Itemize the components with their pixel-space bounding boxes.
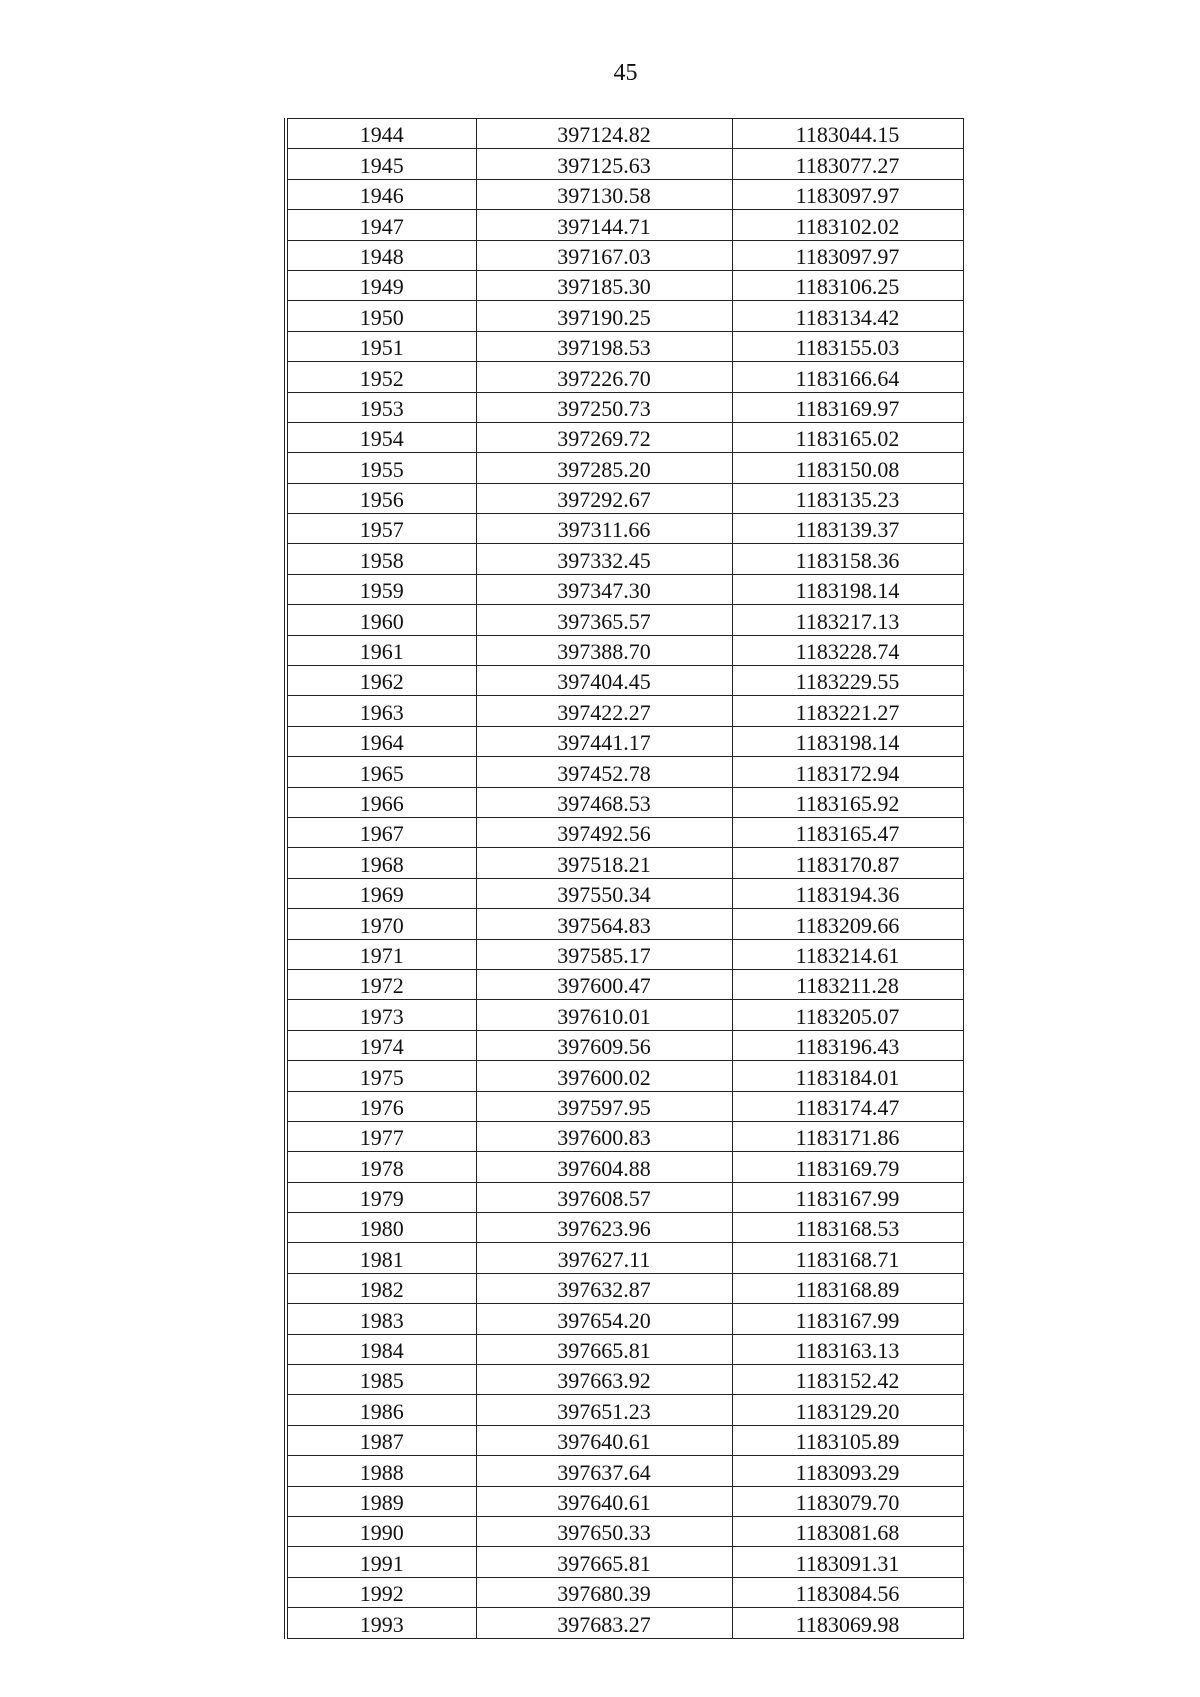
y-coordinate-cell: 1183077.27 — [732, 149, 963, 179]
point-number-cell: 1950 — [286, 301, 476, 331]
table-row — [286, 1608, 963, 1638]
point-number-cell: 1955 — [286, 453, 476, 483]
x-coordinate-cell: 397144.71 — [476, 210, 732, 240]
y-coordinate-cell: 1183217.13 — [732, 605, 963, 635]
point-number-cell: 1965 — [286, 757, 476, 787]
y-coordinate-cell: 1183097.97 — [732, 240, 963, 270]
point-number-cell: 1949 — [286, 270, 476, 300]
y-coordinate-cell: 1183168.53 — [732, 1213, 963, 1243]
point-number-cell: 1988 — [286, 1456, 476, 1486]
table-row — [286, 362, 963, 392]
y-coordinate-cell: 1183150.08 — [732, 453, 963, 483]
x-coordinate-cell: 397632.87 — [476, 1273, 732, 1303]
table-row — [286, 1577, 963, 1607]
x-coordinate-cell: 397651.23 — [476, 1395, 732, 1425]
point-number-cell: 1984 — [286, 1334, 476, 1364]
y-coordinate-cell: 1183169.79 — [732, 1152, 963, 1182]
table-row — [286, 240, 963, 270]
table-row — [286, 787, 963, 817]
point-number-cell: 1973 — [286, 1000, 476, 1030]
y-coordinate-cell: 1183168.89 — [732, 1273, 963, 1303]
x-coordinate-cell: 397332.45 — [476, 544, 732, 574]
y-coordinate-cell: 1183081.68 — [732, 1516, 963, 1546]
y-coordinate-cell: 1183211.28 — [732, 969, 963, 999]
x-coordinate-cell: 397125.63 — [476, 149, 732, 179]
x-coordinate-cell: 397627.11 — [476, 1243, 732, 1273]
table-row — [286, 392, 963, 422]
table-row — [286, 1365, 963, 1395]
y-coordinate-cell: 1183093.29 — [732, 1456, 963, 1486]
x-coordinate-cell: 397190.25 — [476, 301, 732, 331]
x-coordinate-cell: 397637.64 — [476, 1456, 732, 1486]
point-number-cell: 1948 — [286, 240, 476, 270]
point-number-cell: 1983 — [286, 1304, 476, 1334]
point-number-cell: 1958 — [286, 544, 476, 574]
point-number-cell: 1956 — [286, 483, 476, 513]
point-number-cell: 1966 — [286, 787, 476, 817]
x-coordinate-cell: 397226.70 — [476, 362, 732, 392]
point-number-cell: 1975 — [286, 1061, 476, 1091]
table-row — [286, 605, 963, 635]
y-coordinate-cell: 1183174.47 — [732, 1091, 963, 1121]
point-number-cell: 1981 — [286, 1243, 476, 1273]
point-number-cell: 1952 — [286, 362, 476, 392]
table-row — [286, 726, 963, 756]
point-number-cell: 1953 — [286, 392, 476, 422]
point-number-cell: 1972 — [286, 969, 476, 999]
y-coordinate-cell: 1183229.55 — [732, 666, 963, 696]
x-coordinate-cell: 397468.53 — [476, 787, 732, 817]
x-coordinate-cell: 397597.95 — [476, 1091, 732, 1121]
table-row — [286, 1182, 963, 1212]
table-row — [286, 119, 963, 149]
y-coordinate-cell: 1183134.42 — [732, 301, 963, 331]
table-row — [286, 1213, 963, 1243]
y-coordinate-cell: 1183165.02 — [732, 422, 963, 452]
table-row — [286, 1030, 963, 1060]
table-row — [286, 514, 963, 544]
table-row — [286, 1000, 963, 1030]
y-coordinate-cell: 1183209.66 — [732, 909, 963, 939]
point-number-cell: 1957 — [286, 514, 476, 544]
y-coordinate-cell: 1183105.89 — [732, 1425, 963, 1455]
y-coordinate-cell: 1183091.31 — [732, 1547, 963, 1577]
point-number-cell: 1951 — [286, 331, 476, 361]
y-coordinate-cell: 1183198.14 — [732, 726, 963, 756]
point-number-cell: 1985 — [286, 1365, 476, 1395]
point-number-cell: 1947 — [286, 210, 476, 240]
point-number-cell: 1961 — [286, 635, 476, 665]
x-coordinate-cell: 397683.27 — [476, 1608, 732, 1638]
x-coordinate-cell: 397130.58 — [476, 179, 732, 209]
point-number-cell: 1960 — [286, 605, 476, 635]
y-coordinate-cell: 1183152.42 — [732, 1365, 963, 1395]
y-coordinate-cell: 1183139.37 — [732, 514, 963, 544]
table-row — [286, 1121, 963, 1151]
x-coordinate-cell: 397452.78 — [476, 757, 732, 787]
x-coordinate-cell: 397292.67 — [476, 483, 732, 513]
point-number-cell: 1959 — [286, 574, 476, 604]
point-number-cell: 1967 — [286, 817, 476, 847]
y-coordinate-cell: 1183198.14 — [732, 574, 963, 604]
x-coordinate-cell: 397585.17 — [476, 939, 732, 969]
table-row — [286, 635, 963, 665]
table-row — [286, 696, 963, 726]
y-coordinate-cell: 1183171.86 — [732, 1121, 963, 1151]
point-number-cell: 1964 — [286, 726, 476, 756]
table-row — [286, 1516, 963, 1546]
y-coordinate-cell: 1183166.64 — [732, 362, 963, 392]
y-coordinate-cell: 1183084.56 — [732, 1577, 963, 1607]
x-coordinate-cell: 397654.20 — [476, 1304, 732, 1334]
x-coordinate-cell: 397600.02 — [476, 1061, 732, 1091]
y-coordinate-cell: 1183172.94 — [732, 757, 963, 787]
point-number-cell: 1992 — [286, 1577, 476, 1607]
table-row — [286, 1091, 963, 1121]
x-coordinate-cell: 397185.30 — [476, 270, 732, 300]
x-coordinate-cell: 397564.83 — [476, 909, 732, 939]
table-row — [286, 149, 963, 179]
point-number-cell: 1986 — [286, 1395, 476, 1425]
x-coordinate-cell: 397665.81 — [476, 1334, 732, 1364]
table-row — [286, 666, 963, 696]
x-coordinate-cell: 397609.56 — [476, 1030, 732, 1060]
y-coordinate-cell: 1183167.99 — [732, 1182, 963, 1212]
y-coordinate-cell: 1183079.70 — [732, 1486, 963, 1516]
x-coordinate-cell: 397285.20 — [476, 453, 732, 483]
table-row — [286, 453, 963, 483]
table-row — [286, 544, 963, 574]
x-coordinate-cell: 397518.21 — [476, 848, 732, 878]
x-coordinate-cell: 397665.81 — [476, 1547, 732, 1577]
x-coordinate-cell: 397663.92 — [476, 1365, 732, 1395]
x-coordinate-cell: 397610.01 — [476, 1000, 732, 1030]
y-coordinate-cell: 1183221.27 — [732, 696, 963, 726]
point-number-cell: 1987 — [286, 1425, 476, 1455]
point-number-cell: 1989 — [286, 1486, 476, 1516]
point-number-cell: 1978 — [286, 1152, 476, 1182]
x-coordinate-cell: 397347.30 — [476, 574, 732, 604]
table-row — [286, 210, 963, 240]
coordinate-table-body — [286, 119, 963, 1639]
table-row — [286, 331, 963, 361]
table-row — [286, 939, 963, 969]
point-number-cell: 1944 — [286, 119, 476, 149]
point-number-cell: 1980 — [286, 1213, 476, 1243]
table-row — [286, 179, 963, 209]
y-coordinate-cell: 1183044.15 — [732, 119, 963, 149]
y-coordinate-cell: 1183196.43 — [732, 1030, 963, 1060]
point-number-cell: 1982 — [286, 1273, 476, 1303]
y-coordinate-cell: 1183102.02 — [732, 210, 963, 240]
x-coordinate-cell: 397365.57 — [476, 605, 732, 635]
y-coordinate-cell: 1183165.92 — [732, 787, 963, 817]
x-coordinate-cell: 397640.61 — [476, 1425, 732, 1455]
point-number-cell: 1968 — [286, 848, 476, 878]
x-coordinate-cell: 397250.73 — [476, 392, 732, 422]
y-coordinate-cell: 1183228.74 — [732, 635, 963, 665]
y-coordinate-cell: 1183165.47 — [732, 817, 963, 847]
y-coordinate-cell: 1183170.87 — [732, 848, 963, 878]
y-coordinate-cell: 1183158.36 — [732, 544, 963, 574]
y-coordinate-cell: 1183097.97 — [732, 179, 963, 209]
x-coordinate-cell: 397608.57 — [476, 1182, 732, 1212]
table-row — [286, 969, 963, 999]
y-coordinate-cell: 1183167.99 — [732, 1304, 963, 1334]
point-number-cell: 1946 — [286, 179, 476, 209]
y-coordinate-cell: 1183135.23 — [732, 483, 963, 513]
x-coordinate-cell: 397404.45 — [476, 666, 732, 696]
table-row — [286, 1152, 963, 1182]
point-number-cell: 1970 — [286, 909, 476, 939]
x-coordinate-cell: 397623.96 — [476, 1213, 732, 1243]
table-row — [286, 1334, 963, 1364]
y-coordinate-cell: 1183214.61 — [732, 939, 963, 969]
point-number-cell: 1971 — [286, 939, 476, 969]
y-coordinate-cell: 1183169.97 — [732, 392, 963, 422]
point-number-cell: 1976 — [286, 1091, 476, 1121]
point-number-cell: 1954 — [286, 422, 476, 452]
table-row — [286, 422, 963, 452]
x-coordinate-cell: 397311.66 — [476, 514, 732, 544]
y-coordinate-cell: 1183194.36 — [732, 878, 963, 908]
point-number-cell: 1977 — [286, 1121, 476, 1151]
y-coordinate-cell: 1183106.25 — [732, 270, 963, 300]
table-row — [286, 909, 963, 939]
x-coordinate-cell: 397124.82 — [476, 119, 732, 149]
table-row — [286, 270, 963, 300]
x-coordinate-cell: 397680.39 — [476, 1577, 732, 1607]
x-coordinate-cell: 397167.03 — [476, 240, 732, 270]
x-coordinate-cell: 397604.88 — [476, 1152, 732, 1182]
point-number-cell: 1990 — [286, 1516, 476, 1546]
table-row — [286, 1243, 963, 1273]
table-row — [286, 1273, 963, 1303]
table-row — [286, 1486, 963, 1516]
table-row — [286, 817, 963, 847]
x-coordinate-cell: 397388.70 — [476, 635, 732, 665]
point-number-cell: 1991 — [286, 1547, 476, 1577]
table-row — [286, 1061, 963, 1091]
x-coordinate-cell: 397198.53 — [476, 331, 732, 361]
y-coordinate-cell: 1183069.98 — [732, 1608, 963, 1638]
table-row — [286, 1425, 963, 1455]
x-coordinate-cell: 397422.27 — [476, 696, 732, 726]
y-coordinate-cell: 1183163.13 — [732, 1334, 963, 1364]
x-coordinate-cell: 397550.34 — [476, 878, 732, 908]
table-row — [286, 757, 963, 787]
table-row — [286, 1395, 963, 1425]
table-row — [286, 848, 963, 878]
x-coordinate-cell: 397650.33 — [476, 1516, 732, 1546]
x-coordinate-cell: 397269.72 — [476, 422, 732, 452]
x-coordinate-cell: 397441.17 — [476, 726, 732, 756]
point-number-cell: 1979 — [286, 1182, 476, 1212]
y-coordinate-cell: 1183129.20 — [732, 1395, 963, 1425]
table-row — [286, 1456, 963, 1486]
y-coordinate-cell: 1183184.01 — [732, 1061, 963, 1091]
table-row — [286, 574, 963, 604]
x-coordinate-cell: 397492.56 — [476, 817, 732, 847]
y-coordinate-cell: 1183205.07 — [732, 1000, 963, 1030]
point-number-cell: 1993 — [286, 1608, 476, 1638]
x-coordinate-cell: 397640.61 — [476, 1486, 732, 1516]
y-coordinate-cell: 1183155.03 — [732, 331, 963, 361]
x-coordinate-cell: 397600.83 — [476, 1121, 732, 1151]
point-number-cell: 1945 — [286, 149, 476, 179]
table-row — [286, 878, 963, 908]
x-coordinate-cell: 397600.47 — [476, 969, 732, 999]
table-row — [286, 483, 963, 513]
table-row — [286, 1547, 963, 1577]
point-number-cell: 1969 — [286, 878, 476, 908]
coordinate-table — [284, 118, 964, 1639]
page-number: 45 — [613, 60, 638, 86]
table-row — [286, 301, 963, 331]
table-row — [286, 1304, 963, 1334]
y-coordinate-cell: 1183168.71 — [732, 1243, 963, 1273]
point-number-cell: 1974 — [286, 1030, 476, 1060]
point-number-cell: 1962 — [286, 666, 476, 696]
point-number-cell: 1963 — [286, 696, 476, 726]
